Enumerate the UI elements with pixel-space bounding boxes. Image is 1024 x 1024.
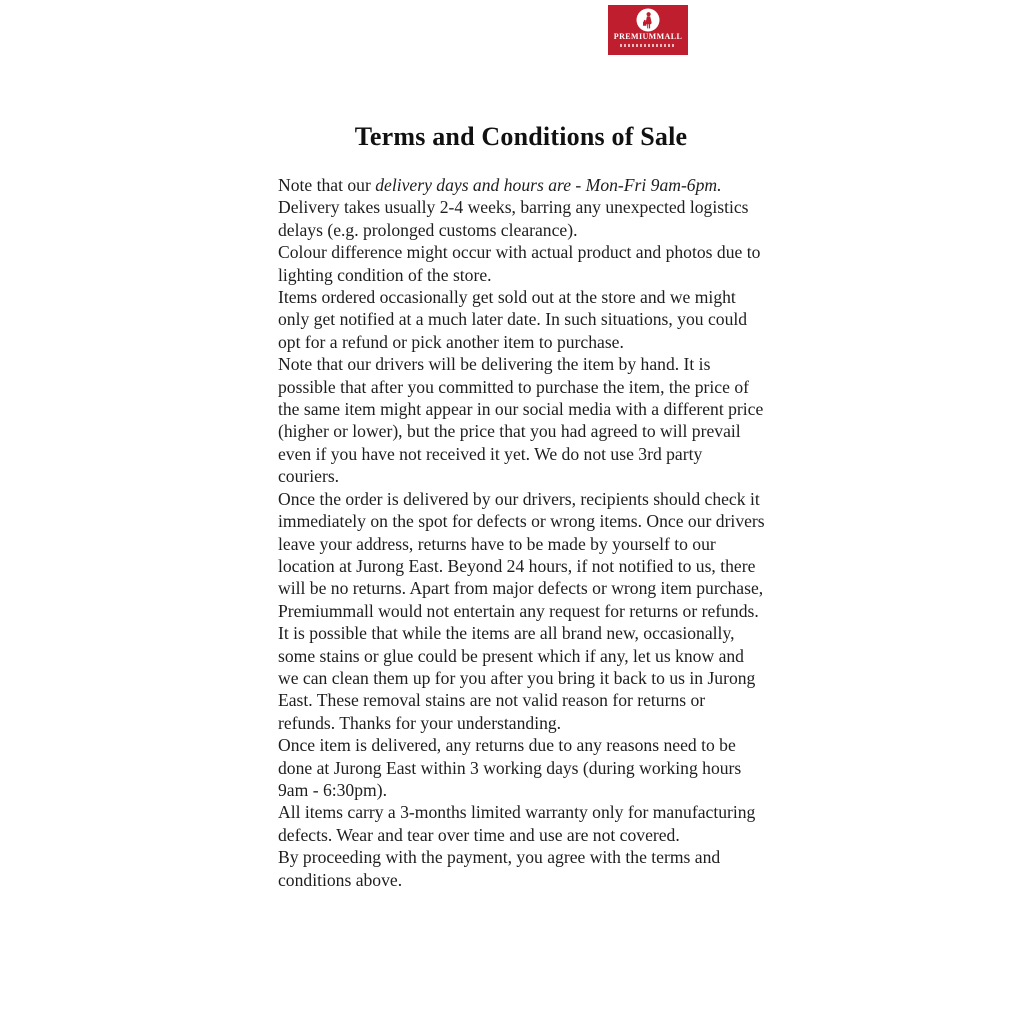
- terms-paragraph: All items carry a 3-months limited warranty only for manufacturing defects. Wear and tear over time and use are not covered.: [278, 802, 756, 845]
- premiummall-logo: [608, 5, 688, 55]
- terms-body: [278, 174, 766, 891]
- intro-prefix: Note that our: [278, 175, 376, 195]
- terms-paragraph: Note that our drivers will be delivering the item by hand. It is possible that after you committed to purchase the item, the price of the same item might appear in our social media with a different price (higher or lower), but the price that you had agreed to will prevail even if you have not received it yet. We do not use 3rd party couriers.: [278, 354, 764, 487]
- terms-paragraph-list: [278, 196, 766, 891]
- terms-paragraph: Items ordered occasionally get sold out at the store and we might only get notified at a much later date. In such situations, you could opt for a refund or pick another item to purchase.: [278, 287, 748, 352]
- intro-italic-text: delivery days and hours are - Mon-Fri 9am-6pm.: [375, 175, 722, 195]
- page-title: Terms and Conditions of Sale: [354, 122, 688, 151]
- terms-paragraph: Delivery takes usually 2-4 weeks, barring any unexpected logistics delays (e.g. prolonged customs clearance).: [278, 197, 749, 240]
- woman-shopper-silhouette-icon: [636, 8, 660, 32]
- terms-paragraph: Colour difference might occur with actual product and photos due to lighting condition of the store.: [278, 242, 761, 285]
- terms-paragraph: Once item is delivered, any returns due to any reasons need to be done at Jurong East within 3 working days (during working hours 9am - 6:30pm).: [278, 735, 742, 800]
- terms-paragraph: It is possible that while the items are all brand new, occasionally, some stains or glue could be present which if any, let us know and we can clean them up for you after you bring it back to us in Jurong East. These removal stains are not valid reason for returns or refunds. Thanks for your understanding.: [278, 623, 756, 733]
- terms-paragraph: Once the order is delivered by our drivers, recipients should check it immediately on the spot for defects or wrong items. Once our drivers leave your address, returns have to be made by yourself to our location at Jurong East. Beyond 24 hours, if not notified to us, there will be no returns. Apart from major defects or wrong item purchase, Premiummall would not entertain any request for returns or refunds.: [278, 488, 765, 621]
- logo-tagline-line: [620, 44, 676, 47]
- terms-paragraph: By proceeding with the payment, you agree with the terms and conditions above.: [278, 847, 721, 890]
- terms-paragraph-intro: [278, 174, 766, 196]
- logo-brand-text: PREMIUMMALL: [613, 32, 683, 41]
